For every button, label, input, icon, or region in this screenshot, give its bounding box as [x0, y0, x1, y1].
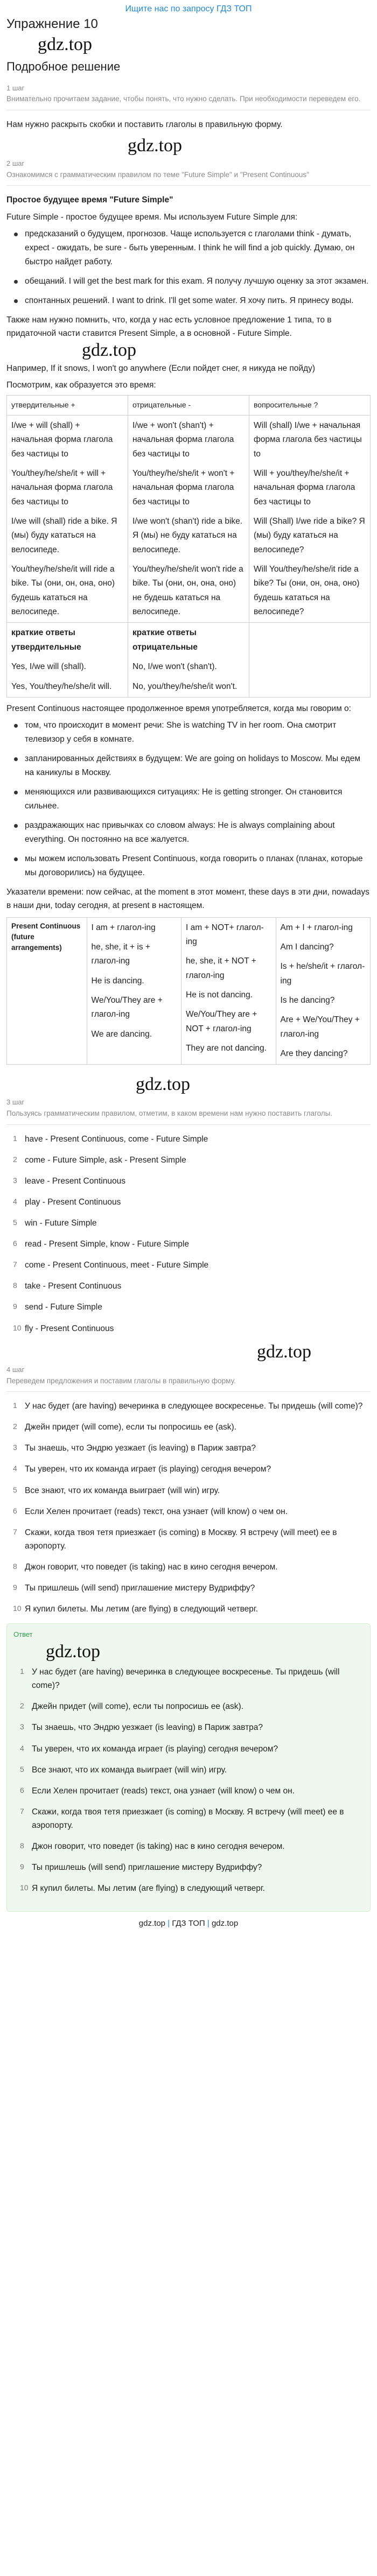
list-item	[6, 719, 371, 747]
item-text: Ты знаешь, что Эндрю уезжает (is leaving) в Париж завтра?	[25, 1444, 256, 1453]
solution-title: Подробное решение	[6, 60, 121, 74]
cell-paragraph: Yes, You/they/he/she/it will.	[11, 681, 112, 691]
table-cell	[7, 416, 128, 623]
footer-link[interactable]: gdz.top	[211, 1919, 239, 1929]
list-item	[13, 1840, 364, 1853]
item-text: Джейн придет (will come), если ты попросишь ее (ask).	[32, 1702, 244, 1712]
list-item	[6, 227, 371, 269]
list-item	[6, 752, 371, 780]
item-number: 8	[20, 1841, 24, 1850]
cell-paragraph: краткие ответы отрицательные	[132, 628, 198, 652]
list-item	[6, 1195, 371, 1209]
step-2	[6, 158, 371, 1065]
watermark: gdz.top	[257, 1341, 312, 1362]
item-text: спонтанных решений. I want to drink. I'll get some water. Я хочу пить. Я принесу воды.	[25, 295, 354, 305]
item-number: 3	[20, 1722, 24, 1732]
item-text: предсказаний о будущем, прогнозов. Чаще используется с глаголами think - думать, expect - ожидать, be sure - быть уверенным. I think he will find a job quickly. Думаю, он быстро найдет работу.	[25, 229, 355, 266]
item-text: have - Present Continuous, come - Future Simple	[25, 1134, 208, 1144]
item-text: Все знают, что их команда выиграет (will win) игру.	[25, 1486, 220, 1495]
item-text: Если Хелен прочитает (reads) текст, она узнает (will know) о чем он.	[25, 1507, 288, 1516]
list-item	[6, 1279, 371, 1293]
item-text: Я купил билеты. Мы летим (are flying) в следующий четверг.	[25, 1604, 258, 1614]
item-number: 3	[13, 1176, 17, 1185]
item-text: send - Future Simple	[25, 1303, 102, 1312]
item-text: win - Future Simple	[25, 1219, 97, 1228]
list-item	[6, 1216, 371, 1230]
item-text: leave - Present Continuous	[25, 1176, 125, 1186]
item-text: Джон говорит, что поведет (is taking) нас в кино сегодня вечером.	[25, 1562, 278, 1572]
future-simple-table	[6, 395, 371, 698]
rule-heading: Простое будущее время "Future Simple"	[6, 195, 173, 205]
list-item	[13, 1861, 364, 1874]
cell-paragraph: You/they/he/she/it + won't + начальная форма глагола без частицы to	[132, 469, 235, 506]
list-item	[6, 1322, 371, 1335]
list-item	[13, 1665, 364, 1692]
item-text: Ты пришлешь (will send) приглашение мистеру Вудриффу?	[25, 1583, 255, 1593]
table-row	[7, 917, 371, 1065]
watermark: gdz.top	[128, 136, 183, 156]
cell-paragraph: I am + NOT+ глагол-ing	[186, 923, 264, 946]
answer-box	[6, 1623, 371, 1912]
list-item	[6, 1237, 371, 1251]
item-number: 4	[13, 1464, 17, 1473]
list-item	[6, 1505, 371, 1518]
table-cell	[128, 623, 249, 697]
item-text: fly - Present Continuous	[25, 1324, 114, 1333]
table-header-cell: вопросительные ?	[249, 396, 371, 416]
top-link[interactable]: Ищите нас по запросу ГДЗ ТОП	[125, 4, 252, 13]
table-cell	[87, 917, 181, 1065]
list-item	[6, 1441, 371, 1455]
list-item	[6, 1526, 371, 1553]
item-number: 8	[13, 1281, 17, 1290]
step-intro: Внимательно прочитаем задание, чтобы понять, что нужно сделать. При необходимости переведем его.	[6, 95, 361, 103]
list-item	[6, 1581, 371, 1595]
step-label: 4 шаг	[6, 1365, 25, 1374]
item-text: Ты знаешь, что Эндрю уезжает (is leaving) в Париж завтра?	[32, 1723, 263, 1733]
cell-paragraph: We are dancing.	[91, 1029, 152, 1039]
cell-paragraph: he, she, it + is + глагол-ing	[91, 942, 150, 966]
divider	[6, 185, 371, 186]
item-number: 2	[13, 1155, 17, 1164]
list-item	[6, 1560, 371, 1574]
list-item	[6, 1420, 371, 1434]
item-text: меняющихся или развивающихся ситуациях: He is getting stronger. Он становится сильнее.	[25, 787, 343, 811]
item-text: play - Present Continuous	[25, 1197, 121, 1207]
table-cell	[249, 416, 371, 623]
rule-definition: Future Simple - простое будущее время. Мы используем Future Simple для:	[6, 212, 298, 222]
item-text: Ты пришлешь (will send) приглашение мистеру Вудриффу?	[32, 1863, 262, 1873]
item-number: 5	[13, 1485, 17, 1494]
item-number: 5	[20, 1764, 24, 1773]
item-number: 1	[20, 1667, 24, 1676]
table-cell: Present Continuous (future arrangements)	[7, 917, 87, 1065]
watermark: gdz.top	[46, 1642, 101, 1662]
item-text: read - Present Simple, know - Future Simple	[25, 1240, 189, 1249]
step-text: Нам нужно раскрыть скобки и поставить глаголы в правильную форму.	[6, 119, 283, 129]
conditional-note: Также нам нужно помнить, что, когда у нас есть условное предложение 1 типа, то в придаточной части ставится Present Simple, а в основной - Future Simple.	[6, 315, 332, 338]
cell-paragraph: Will + you/they/he/she/it + начальная форма глагола без частицы to	[254, 469, 355, 506]
item-number: 9	[20, 1862, 24, 1871]
table-row	[7, 416, 371, 623]
cell-paragraph: Will You/they/he/she/it ride a bike? Ты (они, он, она, оно) будешь кататься на велосипеде?	[254, 565, 360, 617]
list-item	[6, 1602, 371, 1616]
cell-paragraph: I am + глагол-ing	[91, 923, 156, 932]
step-intro: Переведем предложения и поставим глаголы в правильную форму.	[6, 1376, 236, 1385]
answer-label: Ответ	[13, 1630, 33, 1639]
item-text: том, что происходит в момент речи: She is watching TV in her room. Она смотрит телевизор у себя в комнате.	[25, 720, 337, 744]
divider	[6, 1391, 371, 1392]
item-number: 8	[13, 1561, 17, 1571]
cell-paragraph: Is + he/she/it + глагол-ing	[280, 962, 365, 986]
cell-paragraph: Are + We/You/They + глагол-ing	[280, 1015, 360, 1039]
step-4	[6, 1364, 371, 1616]
watermark: gdz.top	[82, 340, 137, 360]
pc-intro: Present Continuous настоящее продолженное время употребляется, когда мы говорим о:	[6, 703, 351, 713]
item-text: У нас будет (are having) вечеринка в следующее воскресенье. Ты придешь (will come)?	[25, 1402, 363, 1411]
tense-list	[6, 1132, 371, 1335]
list-item	[13, 1700, 364, 1713]
exercise-title: Упражнение 10	[6, 17, 98, 31]
item-text: запланированных действиях в будущем: We are going on holidays to Moscow. Мы едем на каникулы в Москву.	[25, 754, 361, 778]
list-item	[13, 1805, 364, 1832]
item-text: Джон говорит, что поведет (is taking) нас в кино сегодня вечером.	[32, 1842, 285, 1852]
item-number: 7	[13, 1260, 17, 1269]
item-number: 10	[13, 1604, 22, 1613]
list-item	[6, 1174, 371, 1188]
step-1	[6, 83, 371, 131]
list-item	[13, 1721, 364, 1734]
table-intro: Посмотрим, как образуется это время:	[6, 381, 156, 390]
item-number: 2	[13, 1422, 17, 1431]
item-text: Если Хелен прочитает (reads) текст, она узнает (will know) о чем он.	[32, 1786, 295, 1796]
list-item	[13, 1784, 364, 1798]
step-intro: Пользуясь грамматическим правилом, отметим, в каком времени нам нужно поставить глаголы.	[6, 1109, 333, 1118]
list-item	[13, 1763, 364, 1777]
cell-paragraph: Am + I + глагол-ing	[280, 923, 353, 932]
cell-paragraph: Is he dancing?	[280, 995, 335, 1005]
item-text: Скажи, когда твоя тетя приезжает (is coming) в Москву. Я встречу (will meet) ее в аэропорту.	[25, 1528, 337, 1551]
cell-paragraph: He is not dancing.	[186, 990, 253, 1000]
time-markers: Указатели времени: now сейчас, at the moment в этот момент, these days в эти дни, nowadays в наши дни, today сегодня, at present в настоящем.	[6, 888, 369, 911]
cell-paragraph: They are not dancing.	[186, 1043, 267, 1053]
item-number: 4	[20, 1743, 24, 1752]
cell-paragraph: No, I/we won't (shan't).	[132, 662, 217, 672]
step-label: 3 шаг	[6, 1098, 25, 1107]
item-number: 10	[13, 1323, 22, 1332]
table-cell	[7, 623, 128, 697]
list-item	[6, 785, 371, 813]
table-row	[7, 623, 371, 697]
table-cell	[128, 416, 249, 623]
item-number: 9	[13, 1583, 17, 1592]
cell-paragraph: You/they/he/she/it will ride a bike. Ты (они, он, она, оно) будешь кататься на велосипеде.	[11, 565, 115, 617]
step-label: 1 шаг	[6, 83, 25, 92]
cell-paragraph: We/You/They are + NOT + глагол-ing	[186, 1010, 257, 1033]
cell-paragraph: I/we won't (shan't) ride a bike. Я (мы) не буду кататься на велосипеде.	[132, 517, 243, 554]
cell-paragraph: He is dancing.	[91, 976, 144, 986]
item-number: 7	[13, 1527, 17, 1536]
item-number: 10	[20, 1883, 29, 1892]
item-text: Ты уверен, что их команда играет (is playing) сегодня вечером?	[32, 1744, 278, 1754]
item-number: 3	[13, 1443, 17, 1452]
step-label: 2 шаг	[6, 159, 25, 168]
step-3	[6, 1097, 371, 1335]
item-number: 6	[13, 1506, 17, 1515]
cell-paragraph: Yes, I/we will (shall).	[11, 662, 86, 672]
item-number: 6	[20, 1785, 24, 1794]
example: Например, If it snows, I won't go anywhere (Если пойдет снег, я никуда не пойду)	[6, 364, 316, 373]
list-item	[6, 1258, 371, 1272]
cell-paragraph: краткие ответы утвердительные	[11, 628, 81, 652]
table-cell	[276, 917, 371, 1065]
list-item	[6, 294, 371, 308]
item-text: come - Future Simple, ask - Present Simple	[25, 1155, 186, 1165]
item-number: 1	[13, 1134, 17, 1143]
cell-paragraph: I/we + will (shall) + начальная форма глагола без частицы to	[11, 421, 113, 459]
list-item	[6, 1153, 371, 1167]
item-number: 9	[13, 1302, 17, 1311]
list-item	[6, 852, 371, 880]
list-item	[6, 819, 371, 847]
item-text: Джейн придет (will come), если ты попросишь ее (ask).	[25, 1423, 237, 1432]
item-number: 4	[13, 1196, 17, 1206]
list-item	[6, 1484, 371, 1497]
cell-paragraph: I/we + won't (shan't) + начальная форма глагола без частицы to	[132, 421, 234, 459]
item-text: обещаний. I will get the best mark for this exam. Я получу лучшую оценку за этот экзамен.	[25, 276, 369, 286]
list-item	[6, 1462, 371, 1476]
cell-paragraph: Am I dancing?	[280, 942, 334, 952]
list-item	[6, 1399, 371, 1413]
item-text: мы можем использовать Present Continuous, когда говорить о планах (планах, которые мы договорились) на будущее.	[25, 854, 363, 878]
table-header-cell: отрицательные -	[128, 396, 249, 416]
list-item	[6, 1132, 371, 1146]
translation-list	[6, 1399, 371, 1616]
future-simple-uses	[6, 227, 371, 308]
table-cell	[181, 917, 276, 1065]
table-header-cell: утвердительные +	[7, 396, 128, 416]
item-number: 2	[20, 1701, 24, 1711]
item-number: 6	[13, 1239, 17, 1248]
item-text: У нас будет (are having) вечеринка в следующее воскресенье. Ты придешь (will come)?	[32, 1667, 340, 1691]
table-cell	[249, 623, 371, 697]
table-header-row	[7, 396, 371, 416]
footer	[6, 1917, 371, 1930]
item-number: 1	[13, 1401, 17, 1410]
cell-paragraph: Will (shall) I/we + начальная форма глагола без частицы to	[254, 421, 362, 459]
cell-paragraph: he, she, it + NOT + глагол-ing	[186, 956, 256, 980]
item-text: Все знают, что их команда выиграет (will win) игру.	[32, 1765, 227, 1775]
cell-paragraph: I/we will (shall) ride a bike. Я (мы) буду кататься на велосипеде.	[11, 517, 117, 554]
footer-link[interactable]: gdz.top	[138, 1919, 166, 1929]
divider	[6, 1124, 371, 1125]
footer-separator: |	[207, 1919, 210, 1929]
item-text: take - Present Continuous	[25, 1282, 122, 1291]
cell-paragraph: You/they/he/she/it won't ride a bike. Ты (они, он, она, оно) не будешь кататься на велосипеде.	[132, 565, 243, 617]
cell-paragraph: We/You/They are + глагол-ing	[91, 995, 163, 1019]
footer-separator: |	[167, 1919, 170, 1929]
watermark: gdz.top	[136, 1074, 191, 1095]
item-number: 5	[13, 1218, 17, 1227]
cell-paragraph: No, you/they/he/she/it won't.	[132, 681, 238, 691]
item-number: 7	[20, 1806, 24, 1815]
step-intro: Ознакомимся с грамматическим правилом по теме "Future Simple" и "Present Continuous"	[6, 170, 309, 179]
cell-paragraph: Are they dancing?	[280, 1048, 348, 1058]
present-continuous-table	[6, 917, 371, 1065]
watermark: gdz.top	[38, 34, 93, 55]
answer-list	[13, 1665, 364, 1895]
footer-link[interactable]: ГДЗ ТОП	[172, 1919, 205, 1929]
list-item	[6, 275, 371, 288]
present-continuous-uses	[6, 719, 371, 880]
item-text: come - Present Continuous, meet - Future Simple	[25, 1261, 209, 1270]
item-text: Я купил билеты. Мы летим (are flying) в следующий четверг.	[32, 1884, 265, 1894]
list-item	[6, 1300, 371, 1314]
item-text: Скажи, когда твоя тетя приезжает (is coming) в Москву. Я встречу (will meet) ее в аэропорту.	[32, 1807, 344, 1830]
cell-paragraph: You/they/he/she/it + will + начальная форма глагола без частицы to	[11, 469, 113, 506]
list-item	[13, 1742, 364, 1756]
cell-paragraph: Will (Shall) I/we ride a bike? Я (мы) буду кататься на велосипеде?	[254, 517, 365, 554]
list-item	[13, 1882, 364, 1895]
item-text: Ты уверен, что их команда играет (is playing) сегодня вечером?	[25, 1465, 271, 1474]
item-text: раздражающих нас привычках со словом always: He is always complaining about everything. Он постоянно на все жалуется.	[25, 821, 335, 844]
